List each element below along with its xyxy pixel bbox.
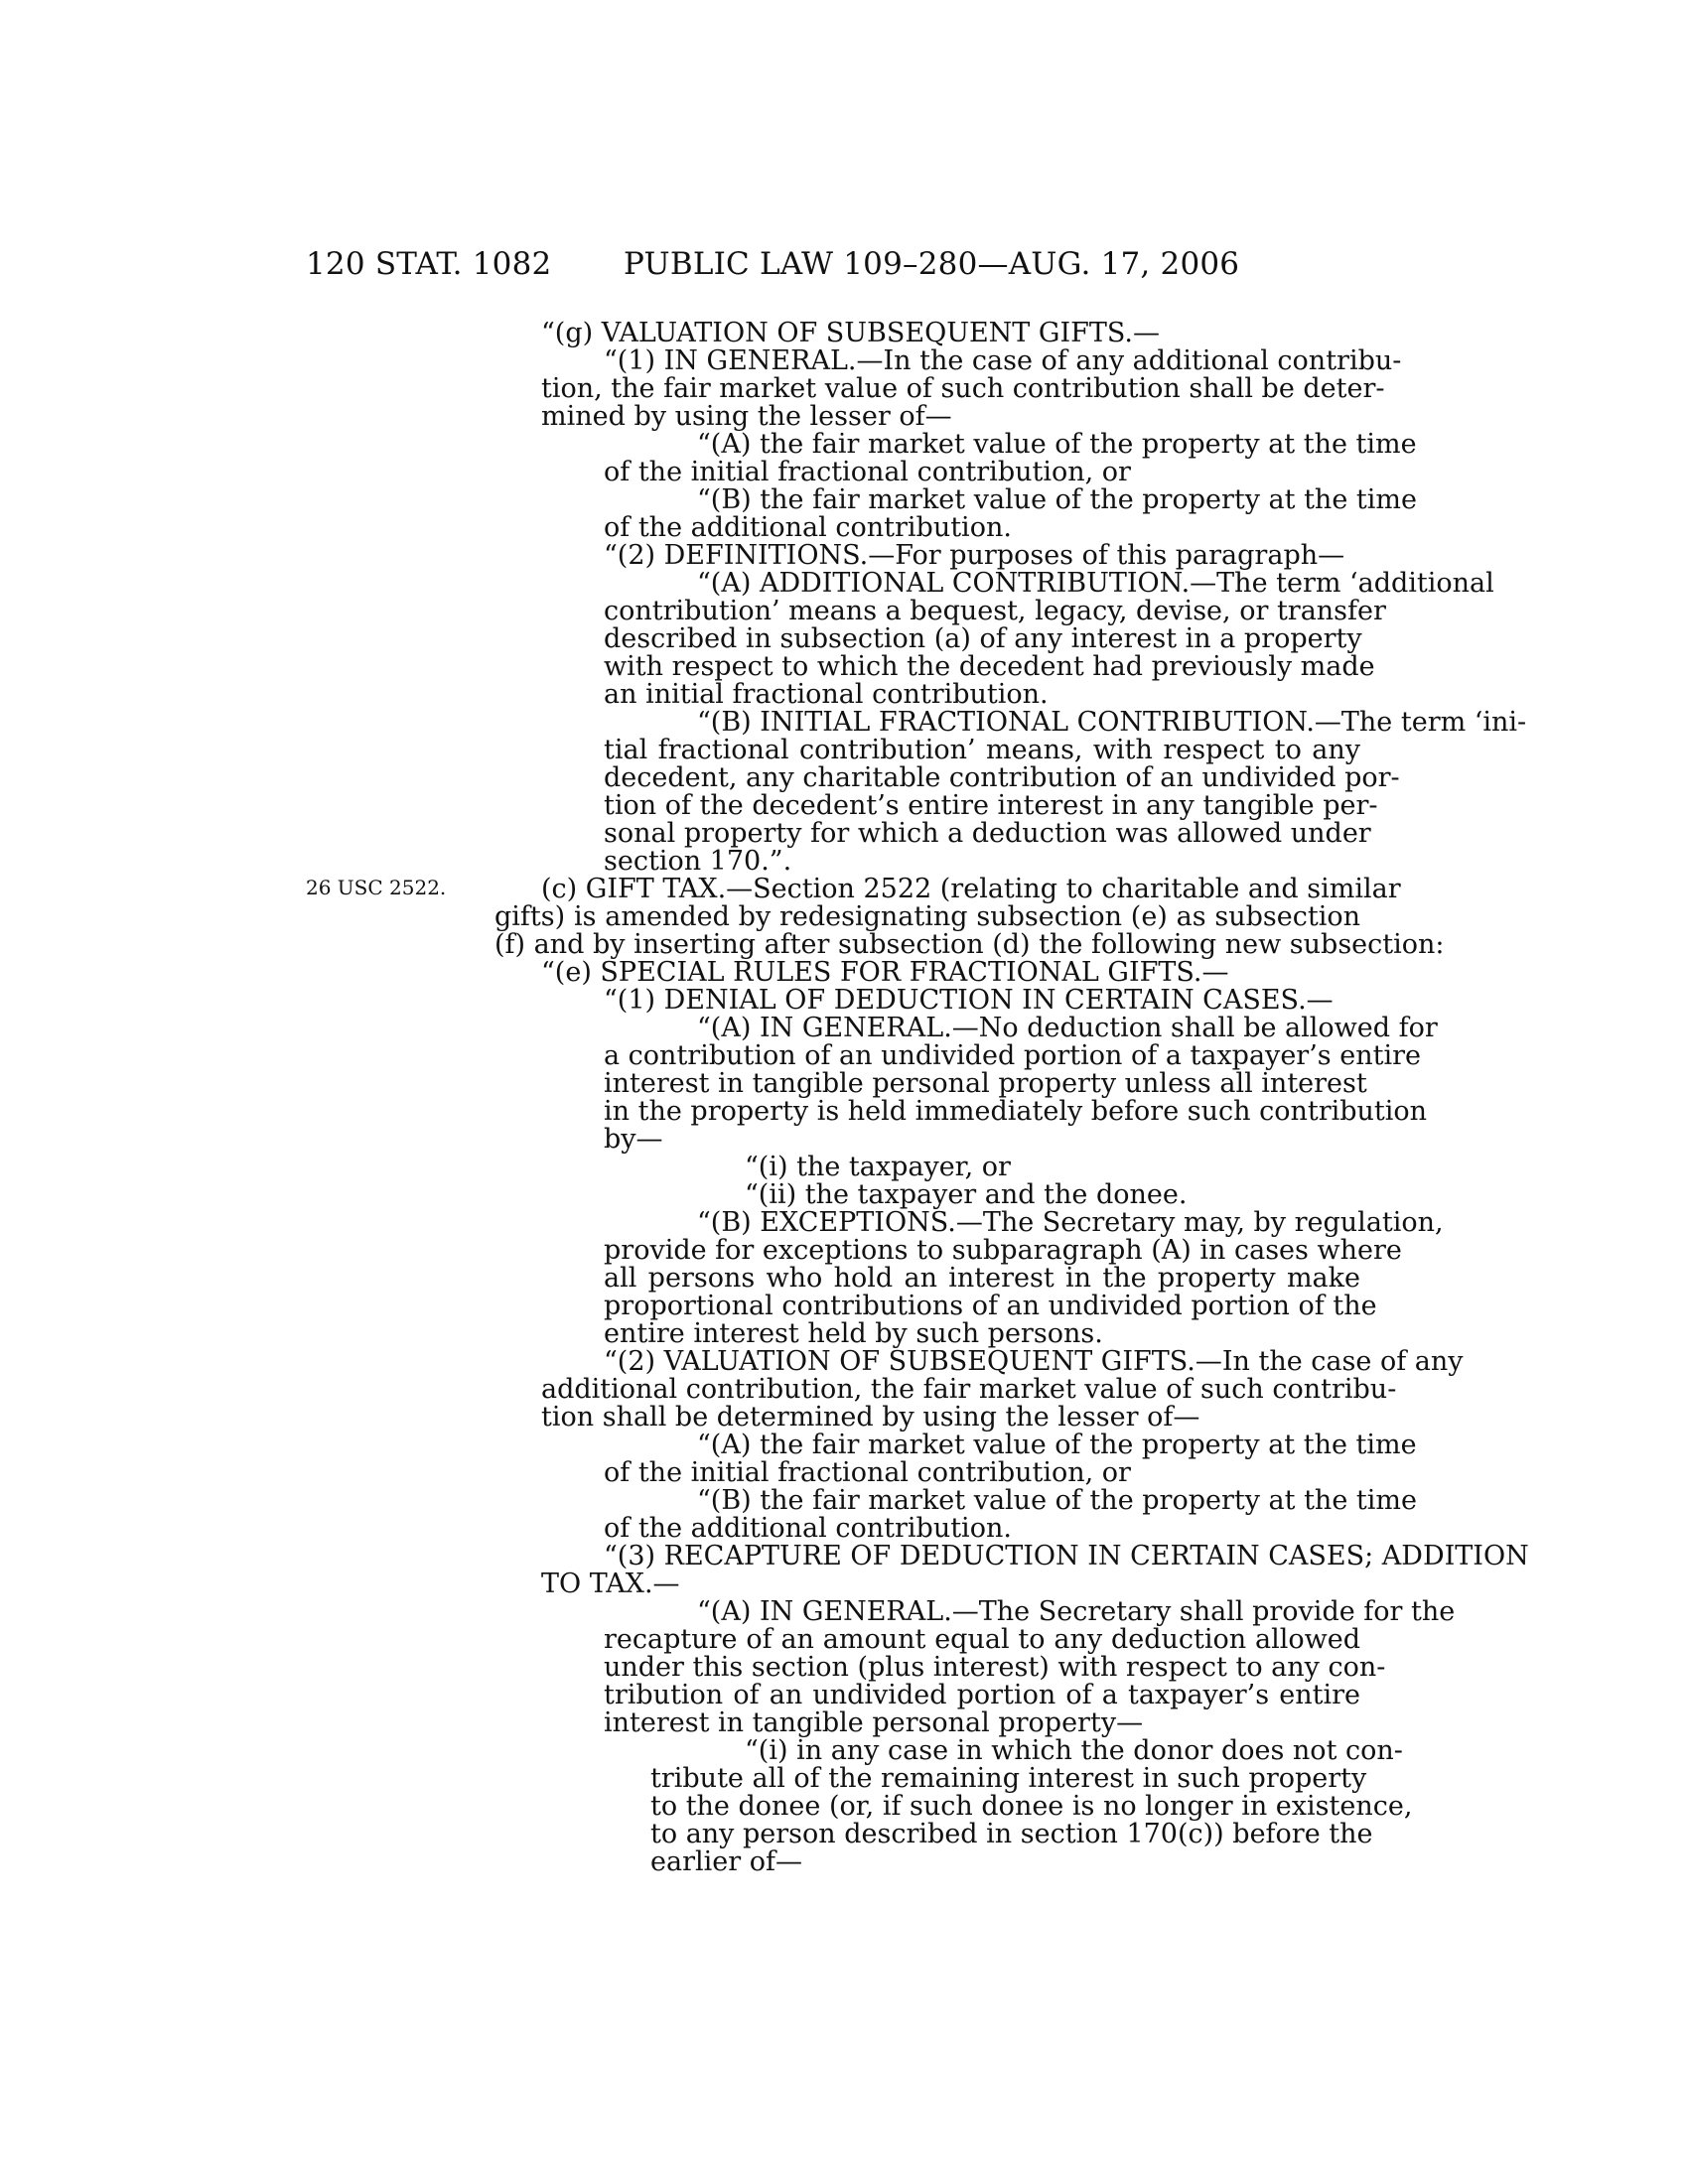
- text-line: “(3) RECAPTURE OF DEDUCTION IN CERTAIN CASES; ADDITION: [604, 1541, 1529, 1571]
- text-line: “(A) the fair market value of the property at the time: [697, 429, 1417, 460]
- text-line: “(A) IN GENERAL.—No deduction shall be allowed for: [697, 1013, 1438, 1043]
- text-line: earlier of—: [650, 1846, 802, 1877]
- text-line: “(i) in any case in which the donor does not con-: [745, 1735, 1403, 1766]
- text-line: “(e) SPECIAL RULES FOR FRACTIONAL GIFTS.—: [541, 957, 1229, 988]
- text-line: described in subsection (a) of any interest in a property: [604, 623, 1362, 654]
- text-line: to the donee (or, if such donee is no longer in existence,: [650, 1791, 1413, 1822]
- text-line: mined by using the lesser of—: [541, 401, 952, 432]
- text-line: by—: [604, 1124, 663, 1155]
- page-reference: 120 STAT. 1082: [306, 246, 552, 282]
- text-line: “(B) INITIAL FRACTIONAL CONTRIBUTION.—The term ‘ini-: [697, 707, 1527, 738]
- text-line: provide for exceptions to subparagraph (A) in cases where: [604, 1235, 1402, 1266]
- text-line: “(B) the fair market value of the property at the time: [697, 484, 1417, 515]
- text-line: to any person described in section 170(c)) before the: [650, 1819, 1373, 1849]
- text-line: of the initial fractional contribution, or: [604, 1457, 1131, 1488]
- text-line: in the property is held immediately before such contribution: [604, 1096, 1428, 1127]
- text-line: “(A) the fair market value of the property at the time: [697, 1430, 1417, 1460]
- text-line: with respect to which the decedent had previously made: [604, 651, 1375, 682]
- text-line: section 170.”.: [604, 846, 792, 877]
- text-line: “(i) the taxpayer, or: [745, 1152, 1011, 1182]
- text-line: an initial fractional contribution.: [604, 679, 1049, 710]
- text-line: proportional contributions of an undivided portion of the: [604, 1291, 1377, 1321]
- text-line: TO TAX.—: [541, 1569, 680, 1599]
- text-line: entire interest held by such persons.: [604, 1318, 1103, 1349]
- text-line: of the initial fractional contribution, or: [604, 457, 1131, 487]
- text-line: gifts) is amended by redesignating subsection (e) as subsection: [494, 901, 1360, 932]
- text-line: all persons who hold an interest in the property make: [604, 1263, 1360, 1294]
- text-line: “(B) EXCEPTIONS.—The Secretary may, by regulation,: [697, 1207, 1444, 1238]
- text-line: tion shall be determined by using the lesser of—: [541, 1402, 1200, 1433]
- text-line: “(g) VALUATION OF SUBSEQUENT GIFTS.—: [541, 318, 1160, 348]
- text-line: decedent, any charitable contribution of an undivided por-: [604, 762, 1400, 793]
- text-line: “(B) the fair market value of the property at the time: [697, 1485, 1417, 1516]
- text-line: tribution of an undivided portion of a taxpayer’s entire: [604, 1680, 1360, 1710]
- text-line: interest in tangible personal property—: [604, 1707, 1144, 1738]
- text-line: tial fractional contribution’ means, with respect to any: [604, 735, 1360, 765]
- text-line: contribution’ means a bequest, legacy, devise, or transfer: [604, 596, 1386, 626]
- text-line: “(1) IN GENERAL.—In the case of any additional contribu-: [604, 345, 1402, 376]
- text-line: a contribution of an undivided portion of a taxpayer’s entire: [604, 1040, 1421, 1071]
- text-line: interest in tangible personal property unless all interest: [604, 1068, 1367, 1099]
- text-line: of the additional contribution.: [604, 512, 1012, 543]
- text-line: (f) and by inserting after subsection (d) the following new subsection:: [494, 929, 1445, 960]
- text-line: additional contribution, the fair market value of such contribu-: [541, 1374, 1397, 1405]
- text-line: tion of the decedent’s entire interest in any tangible per-: [604, 790, 1378, 821]
- text-line: under this section (plus interest) with respect to any con-: [604, 1652, 1386, 1683]
- text-line: “(1) DENIAL OF DEDUCTION IN CERTAIN CASES.—: [604, 985, 1334, 1016]
- text-line: “(ii) the taxpayer and the donee.: [745, 1179, 1188, 1210]
- running-head-title: PUBLIC LAW 109–280—AUG. 17, 2006: [624, 246, 1240, 282]
- text-line: tion, the fair market value of such contribution shall be deter-: [541, 373, 1385, 404]
- text-line: tribute all of the remaining interest in such property: [650, 1763, 1367, 1794]
- text-line: “(A) ADDITIONAL CONTRIBUTION.—The term ‘additional: [697, 568, 1494, 599]
- text-line: “(2) DEFINITIONS.—For purposes of this paragraph—: [604, 540, 1345, 571]
- margin-citation: 26 USC 2522.: [306, 876, 447, 899]
- text-line: sonal property for which a deduction was allowed under: [604, 818, 1371, 849]
- text-line: recapture of an amount equal to any deduction allowed: [604, 1624, 1360, 1655]
- text-line: “(2) VALUATION OF SUBSEQUENT GIFTS.—In the case of any: [604, 1346, 1464, 1377]
- text-line: (c) GIFT TAX.—Section 2522 (relating to charitable and similar: [541, 874, 1401, 904]
- text-line: of the additional contribution.: [604, 1513, 1012, 1544]
- text-line: “(A) IN GENERAL.—The Secretary shall provide for the: [697, 1596, 1456, 1627]
